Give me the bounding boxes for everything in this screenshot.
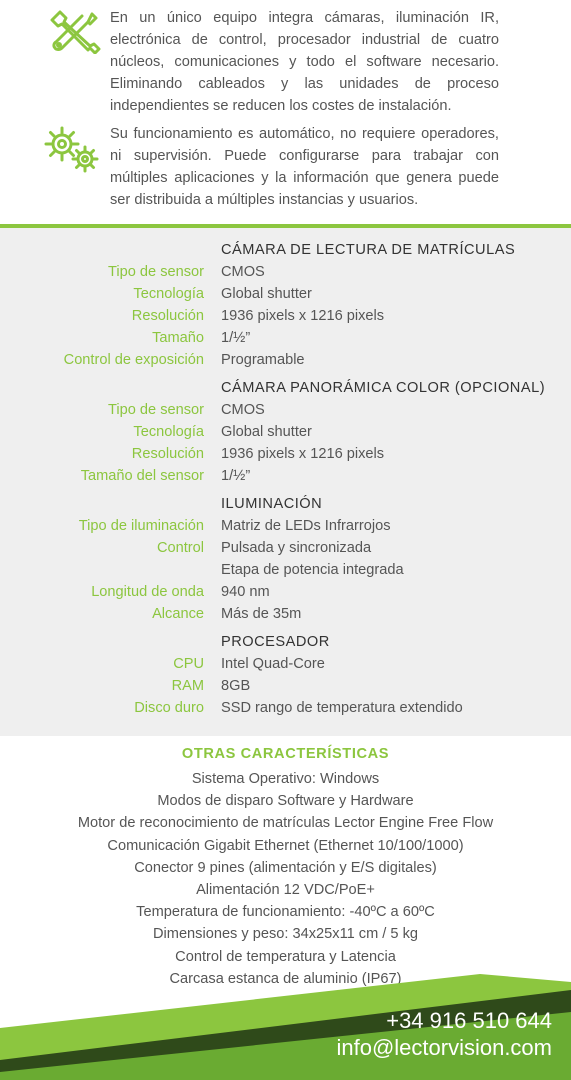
intro-section (0, 0, 571, 224)
spec-value: 1/½” (221, 468, 251, 484)
spec-row (0, 443, 571, 465)
list-item: Conector 9 pines (alimentación y E/S digitales) (134, 859, 437, 876)
spec-label: Control de exposición (63, 352, 204, 368)
spec-value: 1/½” (221, 330, 251, 346)
list-item: Dimensiones y peso: 34x25x11 cm / 5 kg (153, 926, 418, 943)
contact-phone[interactable]: +34 916 510 644 (386, 1008, 552, 1033)
list-item: Temperatura de funcionamiento: -40ºC a 60ºC (136, 904, 435, 921)
spec-row (0, 327, 571, 349)
spec-row (0, 675, 571, 697)
spec-label: Tecnología (133, 286, 204, 302)
spec-row (0, 349, 571, 371)
list-item: Control de temperatura y Latencia (175, 948, 396, 965)
spec-row (0, 537, 571, 559)
tools-icon (50, 10, 102, 54)
spec-value: Más de 35m (221, 606, 302, 622)
spec-value: CMOS (221, 402, 265, 418)
spec-label: Control (156, 540, 204, 556)
spec-label: Disco duro (134, 700, 204, 716)
spec-row (0, 581, 571, 603)
spec-value: SSD rango de temperatura extendido (221, 700, 463, 716)
other-characteristics-title: OTRAS CARACTERÍSTICAS (181, 746, 390, 762)
spec-value: CMOS (221, 264, 265, 280)
spec-row (0, 603, 571, 625)
spec-row (0, 399, 571, 421)
spec-label: Tamaño (152, 330, 204, 346)
spec-label: Tipo de iluminación (78, 518, 204, 534)
spec-label: RAM (171, 678, 204, 694)
spec-row (0, 465, 571, 487)
spec-label: CPU (173, 656, 204, 672)
section-title-plate-camera: CÁMARA DE LECTURA DE MATRÍCULAS (221, 242, 516, 258)
spec-value: 8GB (221, 678, 251, 694)
spec-row (0, 559, 571, 581)
spec-label: Longitud de onda (91, 584, 204, 600)
spec-row (0, 305, 571, 327)
spec-row (0, 261, 571, 283)
spec-value: Programable (221, 352, 305, 368)
spec-value: Global shutter (221, 424, 312, 440)
spec-value: Pulsada y sincronizada (221, 540, 372, 556)
contact-email[interactable]: info@lectorvision.com (336, 1035, 552, 1060)
section-title-illumination: ILUMINACIÓN (221, 496, 323, 512)
spec-label: Tamaño del sensor (80, 468, 204, 484)
list-item: Sistema Operativo: Windows (191, 771, 380, 787)
section-title-processor: PROCESADOR (221, 634, 330, 650)
spec-value: 1936 pixels x 1216 pixels (221, 308, 385, 324)
list-item: Alimentación 12 VDC/PoE+ (196, 881, 375, 898)
spec-label: Tipo de sensor (108, 264, 204, 280)
spec-row (0, 515, 571, 537)
list-item: Modos de disparo Software y Hardware (157, 793, 414, 810)
section-title-panoramic-camera: CÁMARA PANORÁMICA COLOR (OPCIONAL) (221, 380, 546, 396)
spec-row (0, 421, 571, 443)
spec-label: Alcance (152, 606, 204, 622)
spec-label: Resolución (131, 446, 204, 462)
spec-value: 1936 pixels x 1216 pixels (221, 446, 385, 462)
spec-value: Global shutter (221, 286, 312, 302)
list-item: Motor de reconocimiento de matrículas Lector Engine Free Flow (77, 815, 494, 832)
spec-row (0, 283, 571, 305)
spec-label: Tecnología (133, 424, 204, 440)
spec-value: Etapa de potencia integrada (221, 562, 404, 578)
spec-value: Intel Quad-Core (221, 656, 325, 672)
specs-section (0, 228, 571, 736)
spec-label: Tipo de sensor (108, 402, 204, 418)
gears-icon (44, 126, 100, 174)
list-item: Carcasa estanca de aluminio (IP67) (169, 970, 402, 987)
spec-row (0, 653, 571, 675)
list-item: Comunicación Gigabit Ethernet (Ethernet 10/100/1000) (107, 837, 464, 854)
spec-value: Matriz de LEDs Infrarrojos (221, 518, 391, 534)
spec-row (0, 697, 571, 719)
spec-value: 940 nm (221, 584, 270, 600)
intro-paragraph-operation: Su funcionamiento es automático, no requiere operadores, ni supervisión. Puede configurarse para trabajar con múltiples aplicaciones y la información que genera puede ser distribuida a múltiples instancias y usuarios. (110, 126, 499, 208)
intro-paragraph-integration: En un único equipo integra cámaras, iluminación IR, electrónica de control, procesador industrial de cuatro núcleos, comunicaciones y todo el software necesario. Eliminando cableados y las unidades de proceso independientes se reducen los costes de instalación. (110, 10, 499, 114)
other-characteristics-list (0, 768, 571, 990)
spec-label: Resolución (131, 308, 204, 324)
